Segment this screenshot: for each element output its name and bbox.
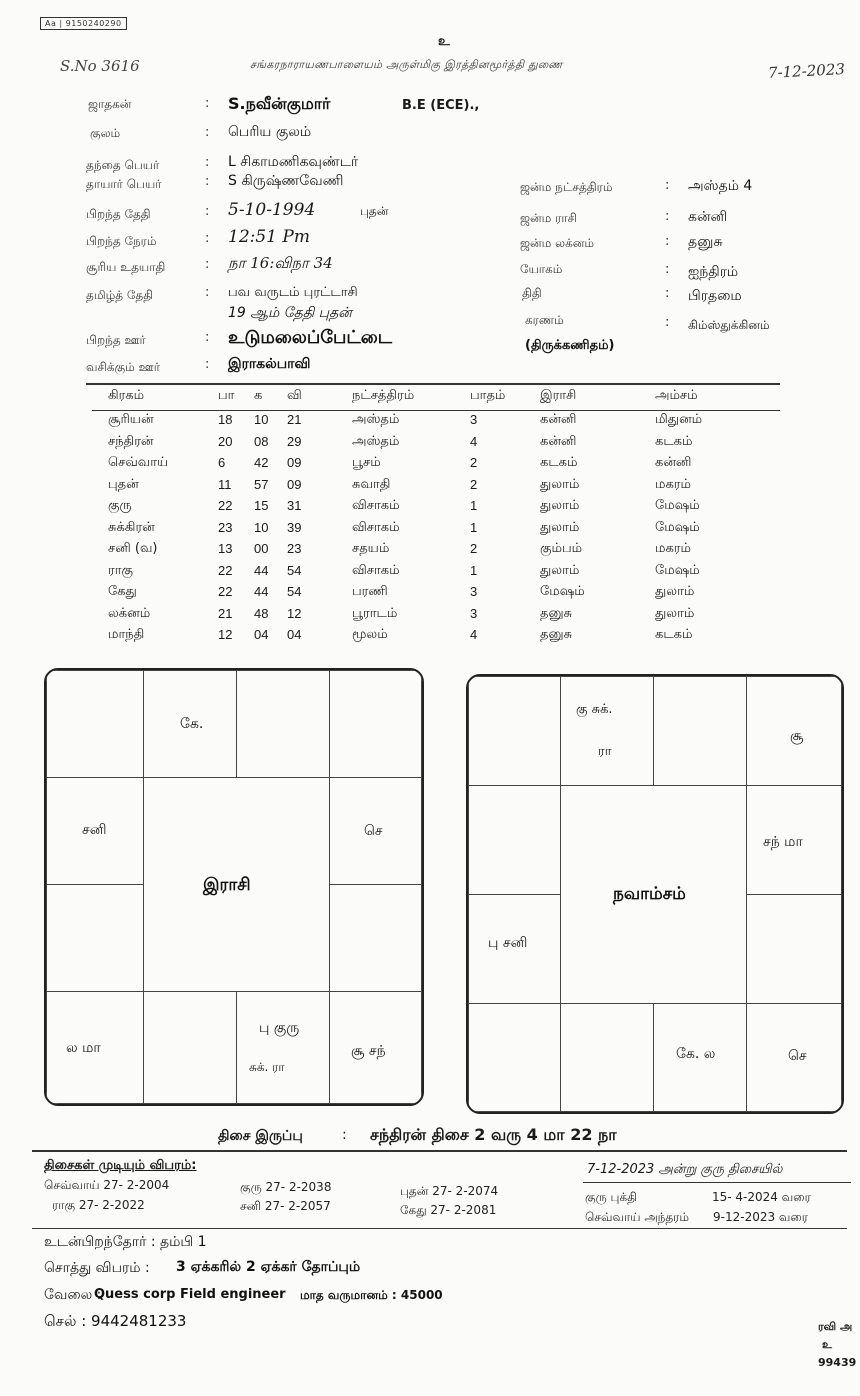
invocation-line: சங்கரநாராயணபாளையம் அருள்மிகு இரத்தினமூர்த்தி துணை (250, 58, 563, 71)
name-label: ஜாதகன் (88, 97, 132, 111)
dasa-end-item: செவ்வாய் 27- 2-2004 (44, 1178, 170, 1192)
name-degree: B.E (ECE)., (402, 98, 480, 113)
current-bhukti-label: குரு புக்தி (585, 1190, 637, 1204)
navamsa-house-9 (468, 1003, 561, 1112)
colon: : (665, 262, 670, 277)
current-bhukti-value: 15- 4-2024 வரை (712, 1190, 811, 1204)
tamil-date-value-2: 19 ஆம் தேதி புதன் (228, 305, 352, 321)
planet-table-cell: துலாம் (540, 562, 580, 578)
planet-table-header: வி (287, 388, 302, 403)
planet-table-cell: 1 (470, 519, 478, 535)
planet-table-cell: 29 (287, 433, 302, 449)
planet-table-cell: விசாகம் (352, 498, 400, 513)
planet-table-cell: சுக்கிரன் (108, 519, 155, 535)
planet-table-cell: 2 (470, 541, 478, 556)
planet-table-header: பாதம் (470, 388, 506, 403)
planet-table-cell: அஸ்தம் (352, 412, 400, 427)
planet-table-cell: 09 (287, 455, 302, 470)
planet-table-cell: சதயம் (352, 541, 390, 556)
rasi-house-2 (236, 670, 330, 778)
mother-value: S கிருஷ்ணவேணி (228, 173, 344, 189)
rasi-chart-title: இராசி (203, 875, 251, 895)
planet-table-cell: சனி (வ) (108, 541, 158, 556)
colon: : (205, 330, 210, 345)
current-dasa-title: 7-12-2023 அன்று குரு திசையில் (587, 1162, 783, 1177)
colon: : (205, 174, 210, 189)
planet-table-cell: மகரம் (655, 541, 691, 556)
planet-table-cell: தனுசு (540, 605, 573, 621)
dasa-end-item: ராகு 27- 2-2022 (52, 1198, 145, 1212)
table-header-rule (92, 410, 780, 411)
tamil-date-value-1: பவ வருடம் புரட்டாசி (228, 285, 358, 300)
planet-table-header: நட்சத்திரம் (352, 388, 415, 403)
rasi-cell-text: கே. (180, 716, 204, 732)
star-value: அஸ்தம் 4 (688, 178, 753, 194)
planet-table-cell: துலாம் (540, 476, 580, 492)
rasi-house-7 (236, 991, 330, 1104)
planet-table-cell: பூராடம் (352, 605, 398, 621)
planet-table-cell: 12 (218, 627, 233, 642)
om-symbol: உ (438, 34, 450, 49)
planet-table-cell: 21 (287, 412, 302, 427)
planet-table-cell: 12 (287, 605, 302, 621)
planet-table-cell: 22 (218, 562, 233, 578)
planet-table-cell: 00 (254, 541, 269, 556)
property-value: 3 ஏக்கரில் 2 ஏக்கர் தோப்பும் (176, 1259, 361, 1275)
planet-table-cell: சுவாதி (352, 476, 391, 492)
colon: : (205, 257, 210, 272)
rasi-cell-text: சூ சந் (351, 1043, 386, 1059)
dasa-end-item: குரு 27- 2-2038 (240, 1180, 332, 1194)
planet-table-cell: 3 (470, 412, 478, 427)
colon: : (205, 285, 210, 300)
colon: : (205, 96, 210, 111)
planet-table-cell: மாந்தி (108, 627, 145, 642)
navamsa-cell-text: செ (788, 1048, 807, 1064)
navamsa-house-5 (746, 894, 842, 1004)
residence-label: வசிக்கும் ஊர் (86, 360, 160, 374)
planet-table-cell: மேஷம் (655, 519, 700, 535)
corner-text: ரவி அ (818, 1320, 853, 1333)
dasa-end-item: புதன் 27- 2-2074 (400, 1184, 499, 1198)
navamsa-house-11 (468, 785, 561, 895)
planet-table-header: கிரகம் (108, 388, 145, 403)
rasi-cell-text: பு குரு (259, 1020, 300, 1036)
planet-table-cell: கேது (108, 584, 137, 599)
planet-table-cell: தனுசு (540, 627, 573, 642)
planet-table-cell: மேஷம் (540, 584, 585, 599)
birthdate-label: பிறந்த தேதி (86, 207, 151, 221)
navamsa-cell-text: சந் மா (763, 834, 803, 850)
colon: : (665, 209, 670, 224)
planet-table-cell: சூரியன் (108, 412, 154, 427)
planet-table-cell: கடகம் (540, 455, 578, 470)
salary-info: மாத வருமானம் : 45000 (300, 1288, 443, 1302)
office-stamp: Aa | 9150240290 (40, 17, 127, 30)
planet-table-cell: 42 (254, 455, 269, 470)
planet-table-cell: 23 (287, 541, 302, 556)
colon: : (205, 357, 210, 372)
planet-table-cell: 22 (218, 498, 233, 513)
planet-table-cell: 54 (287, 584, 302, 599)
navamsa-chart-title: நவாம்சம் (613, 884, 686, 904)
navamsa-cell-text: பு சனி (488, 935, 528, 951)
planet-table-cell: 31 (287, 498, 302, 513)
navamsa-house-8 (560, 1003, 654, 1112)
planet-table-cell: மிதுனம் (655, 412, 703, 427)
planet-table-cell: 48 (254, 605, 269, 621)
dasa-end-item: கேது 27- 2-2081 (400, 1203, 497, 1217)
planet-table-cell: 1 (470, 498, 478, 513)
navamsa-cell-text: கு சுக். (576, 702, 613, 717)
colon: : (205, 155, 210, 170)
rasi-house-5 (329, 884, 422, 992)
planet-table-cell: விசாகம் (352, 519, 400, 535)
planet-table-header: இராசி (540, 388, 577, 403)
planet-table-cell: 3 (470, 605, 478, 621)
current-dasa-rule (583, 1182, 851, 1183)
planet-table-cell: 21 (218, 605, 233, 621)
current-antaram-value: 9-12-2023 வரை (713, 1210, 808, 1224)
colon: : (665, 315, 670, 330)
planet-table-cell: 2 (470, 476, 478, 492)
mother-label: தாயார் பெயர் (86, 177, 162, 191)
rasi-chart (44, 668, 424, 1106)
planet-table-cell: துலாம் (655, 605, 695, 621)
planet-table-cell: ராகு (108, 562, 133, 578)
lagnam-value: தனுசு (688, 234, 723, 250)
navamsa-house-2 (653, 676, 747, 786)
planet-table-cell: கும்பம் (540, 541, 583, 556)
dasa-rule (32, 1150, 847, 1152)
planet-table-cell: 3 (470, 584, 478, 599)
planet-table-cell: 18 (218, 412, 233, 427)
kulam-value: பெரிய குலம் (228, 124, 312, 140)
planet-table-cell: 23 (218, 519, 233, 535)
current-antaram-label: செவ்வாய் அந்தரம் (585, 1210, 690, 1224)
planet-table-cell: 57 (254, 476, 269, 492)
planet-table-cell: 09 (287, 476, 302, 492)
rasi-label: ஜன்ம ராசி (520, 211, 577, 225)
colon: : (665, 178, 670, 193)
planet-table-cell: சந்திரன் (108, 433, 154, 449)
navamsa-cell-text: ரா (598, 744, 612, 759)
planet-table-cell: கன்னி (655, 455, 692, 470)
navamsa-house-12 (468, 676, 561, 786)
birthtime-value: 12:51 Pm (228, 227, 310, 247)
rasi-house-12 (46, 670, 144, 778)
colon: : (665, 234, 670, 249)
planet-table-cell: மேஷம் (655, 498, 700, 513)
planet-table-cell: பூசம் (352, 455, 381, 470)
planet-table-cell: கடகம் (655, 433, 693, 449)
navamsa-chart (466, 674, 844, 1114)
thirukanitham-note: (திருக்கணிதம்) (525, 338, 615, 353)
rasi-cell-text: சனி (82, 822, 107, 838)
rasi-house-3 (329, 670, 422, 778)
planet-table-cell: 15 (254, 498, 269, 513)
birthplace-label: பிறந்த ஊர் (86, 333, 146, 347)
planet-table-cell: 44 (254, 584, 269, 599)
planet-table-cell: 04 (254, 627, 269, 642)
planet-table-cell: 11 (218, 476, 232, 492)
lagnam-label: ஜன்ம லக்னம் (520, 236, 595, 250)
planet-table-cell: 6 (218, 455, 226, 470)
planet-table-cell: செவ்வாய் (108, 455, 169, 470)
colon: : (205, 231, 210, 246)
thithi-label: திதி (522, 286, 542, 300)
planet-table-cell: 10 (254, 519, 269, 535)
dasa-end-title: திசைகள் முடியும் விபரம்: (44, 1158, 197, 1173)
rasi-house-10 (46, 884, 144, 992)
rasi-cell-text: ல மா (66, 1040, 101, 1056)
document-date: 7-12-2023 (767, 59, 846, 83)
star-label: ஜன்ம நட்சத்திரம் (520, 180, 613, 194)
planet-table-cell: 1 (470, 562, 478, 578)
planet-table-header: க (254, 388, 263, 403)
yogam-label: யோகம் (520, 262, 563, 276)
sunrise-value: நா 16:விநா 34 (228, 254, 333, 272)
residence-value: இராகல்பாவி (228, 356, 311, 372)
planet-table-cell: 4 (470, 433, 478, 449)
planet-table-cell: துலாம் (540, 498, 580, 513)
planet-table-cell: துலாம் (655, 584, 695, 599)
rasi-cell-text: செ (364, 823, 383, 839)
property-label: சொத்து விபரம் : (44, 1260, 150, 1276)
dasa-end-item: சனி 27- 2-2057 (240, 1199, 331, 1213)
planet-table-cell: 4 (470, 627, 478, 642)
planet-table-cell: புதன் (108, 476, 139, 492)
tamil-date-label: தமிழ்த் தேதி (86, 288, 154, 302)
planet-table-cell: 04 (287, 627, 302, 642)
planet-table-cell: 54 (287, 562, 302, 578)
serial-number: S.No 3616 (60, 57, 140, 75)
planet-table-cell: மகரம் (655, 476, 691, 492)
karanam-value: கிம்ஸ்துக்கினம் (688, 318, 770, 332)
sunrise-label: சூரிய உதயாதி (86, 260, 166, 274)
planet-table-cell: கடகம் (655, 627, 693, 642)
rasi-cell-text: சுக். ரா (249, 1060, 285, 1074)
father-value: L சிகாமணிகவுண்டர் (228, 154, 359, 170)
planet-table-cell: 22 (218, 584, 233, 599)
planet-table-cell: 13 (218, 541, 233, 556)
birthdate-value: 5-10-1994 (228, 200, 316, 220)
corner-text: உ (822, 1338, 832, 1351)
colon: : (205, 125, 210, 140)
section-rule (32, 1228, 847, 1229)
planet-table-cell: பரணி (352, 584, 388, 599)
name-value: S.நவீன்குமார் (228, 94, 331, 113)
navamsa-cell-text: கே. ல (676, 1046, 716, 1062)
planet-table-cell: துலாம் (540, 519, 580, 535)
corner-text: 99439 (818, 1356, 857, 1369)
planet-table-cell: குரு (108, 498, 132, 513)
rasi-house-8 (143, 991, 237, 1104)
colon: : (665, 286, 670, 301)
planet-table-cell: விசாகம் (352, 562, 400, 578)
planet-table-cell: 44 (254, 562, 269, 578)
yogam-value: ஐந்திரம் (688, 264, 739, 280)
job-value: Quess corp Field engineer (94, 1287, 286, 1302)
dasa-balance-value: சந்திரன் திசை 2 வரு 4 மா 22 நா (370, 1125, 617, 1144)
planet-table-cell: 39 (287, 519, 302, 535)
phone-info: செல் : 9442481233 (44, 1312, 187, 1330)
planet-table-header: அம்சம் (655, 388, 698, 403)
navamsa-house-1 (560, 676, 654, 786)
planet-table-header: பா (218, 388, 235, 403)
thithi-value: பிரதமை (688, 288, 742, 304)
navamsa-cell-text: சூ (790, 728, 804, 744)
planet-table-cell: 08 (254, 433, 269, 449)
planet-table-cell: கன்னி (540, 433, 577, 449)
planet-table-cell: மூலம் (352, 627, 388, 642)
planet-table-cell: 20 (218, 433, 233, 449)
rasi-value: கன்னி (688, 209, 728, 225)
birthtime-label: பிறந்த நேரம் (86, 234, 157, 248)
planet-table-cell: கன்னி (540, 412, 577, 427)
birthdate-day: புதன் (360, 204, 389, 218)
table-top-rule (86, 383, 780, 385)
planet-table-cell: மேஷம் (655, 562, 700, 578)
birthplace-value: உடுமலைப்பேட்டை (228, 327, 393, 348)
father-label: தந்தை பெயர் (86, 158, 160, 172)
planet-table-cell: லக்னம் (108, 605, 151, 621)
karanam-label: கரணம் (525, 313, 564, 327)
planet-table-cell: 10 (254, 412, 269, 427)
job-label: வேலை : (44, 1287, 102, 1303)
colon: : (205, 204, 210, 219)
colon: : (342, 1127, 347, 1143)
kulam-label: குலம் (90, 126, 121, 140)
planet-table-cell: அஸ்தம் (352, 433, 400, 449)
dasa-balance-label: திசை இருப்பு (218, 1128, 303, 1144)
siblings-info: உடன்பிறந்தோர் : தம்பி 1 (44, 1234, 207, 1250)
planet-table-cell: 2 (470, 455, 478, 470)
